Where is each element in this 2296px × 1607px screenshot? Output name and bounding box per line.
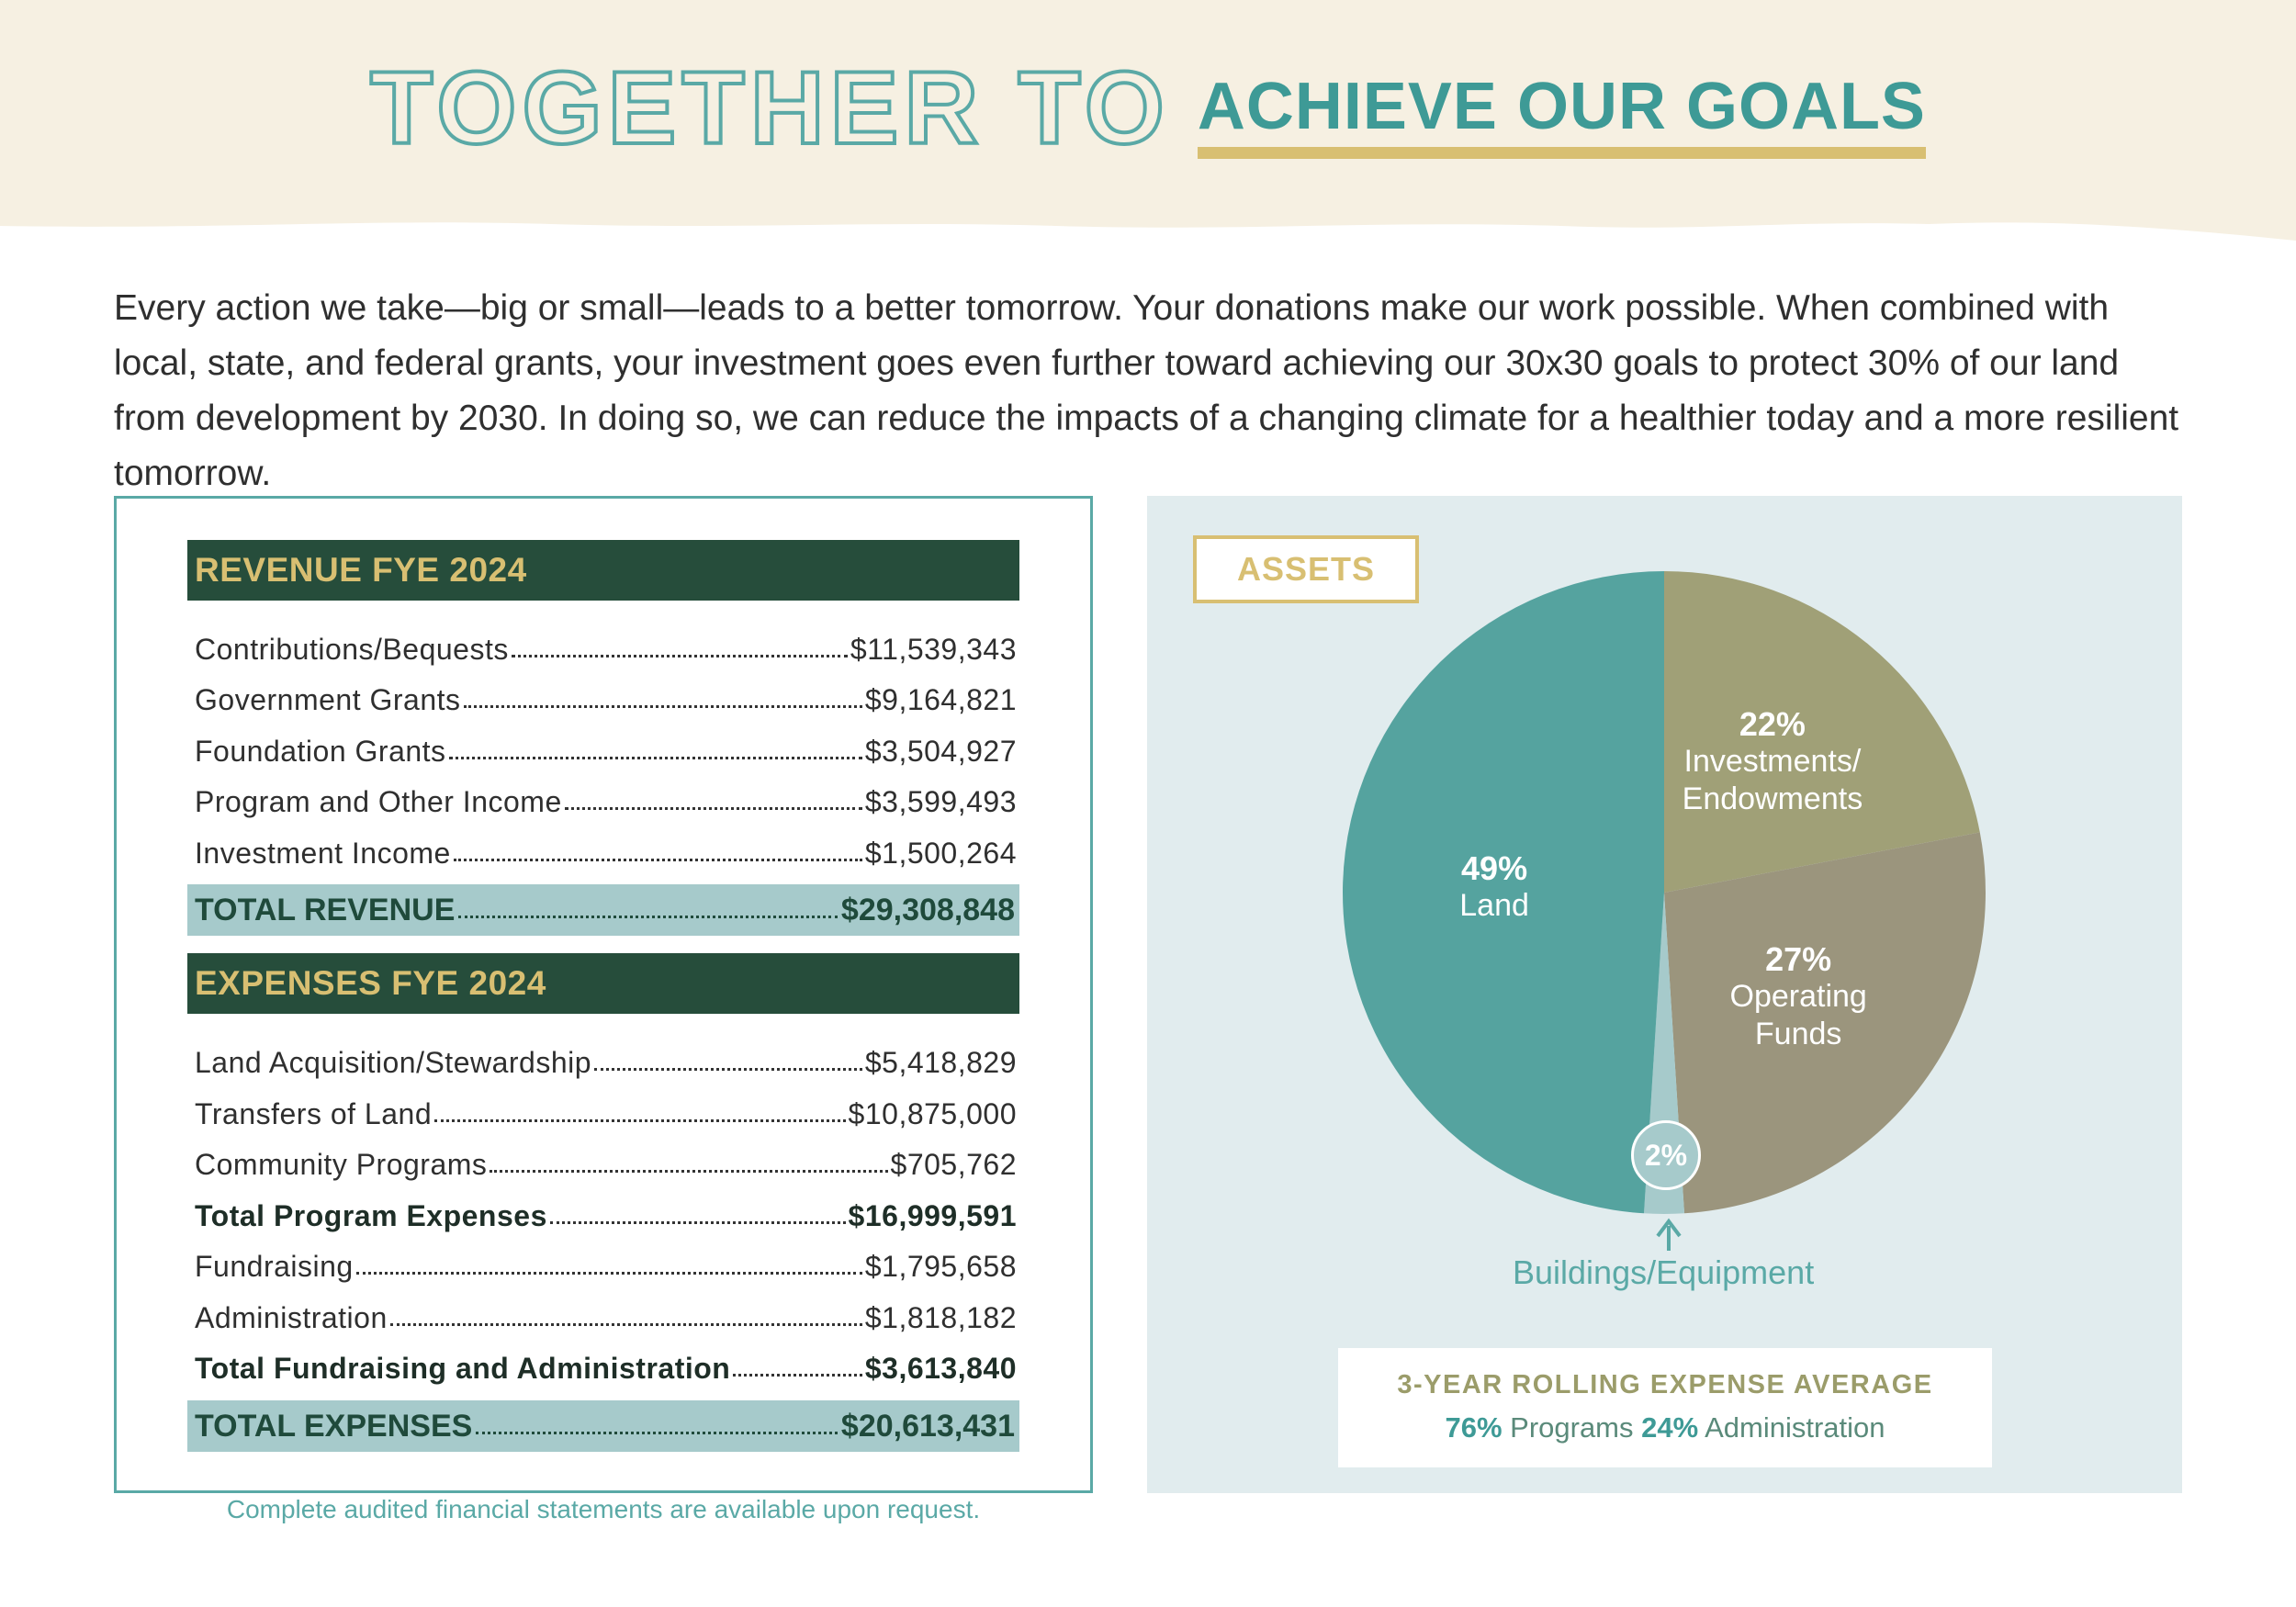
footnote: Complete audited financial statements are available upon request. bbox=[226, 1495, 981, 1523]
rolling-expense-box bbox=[1338, 1348, 1992, 1467]
leader-dots bbox=[390, 1323, 862, 1326]
expense-row-label: Administration bbox=[195, 1301, 388, 1334]
revenue-row bbox=[195, 671, 1017, 717]
revenue-row-value: $3,599,493 bbox=[864, 785, 1017, 818]
rolling-expense-title: 3-YEAR ROLLING EXPENSE AVERAGE bbox=[1397, 1370, 1933, 1399]
programs-label: Programs bbox=[1510, 1411, 1634, 1444]
pie-slice-pct: 49% bbox=[1461, 849, 1528, 888]
expense-row bbox=[195, 1085, 1017, 1131]
admin-pct: 24% bbox=[1641, 1411, 1699, 1444]
buildings-equipment-text: Buildings/Equipment bbox=[1513, 1253, 1815, 1291]
revenue-row-value: $1,500,264 bbox=[864, 837, 1017, 870]
expense-row-label: Fundraising bbox=[195, 1250, 354, 1283]
expense-row-label: Total Fundraising and Administration bbox=[195, 1352, 731, 1385]
leader-dots bbox=[464, 705, 862, 708]
total-revenue-value: $29,308,848 bbox=[840, 892, 1015, 927]
assets-pie-chart bbox=[1147, 496, 2182, 1493]
revenue-row-label: Investment Income bbox=[195, 837, 451, 870]
pie-slice-name: Funds bbox=[1754, 1016, 1842, 1051]
expense-subtotal-row bbox=[195, 1340, 1017, 1386]
expense-row-value: $16,999,591 bbox=[848, 1199, 1017, 1232]
expense-row-value: $5,418,829 bbox=[864, 1046, 1017, 1079]
expense-row-label: Transfers of Land bbox=[195, 1097, 433, 1130]
expense-row-label: Community Programs bbox=[195, 1148, 488, 1181]
revenue-row-label: Program and Other Income bbox=[195, 785, 562, 818]
title-solid-text: ACHIEVE OUR GOALS bbox=[1197, 70, 1926, 143]
page-title bbox=[0, 51, 2296, 165]
total-expenses-label: TOTAL EXPENSES bbox=[195, 1408, 473, 1444]
admin-label: Administration bbox=[1705, 1411, 1885, 1444]
expense-row-value: $3,613,840 bbox=[864, 1352, 1017, 1385]
programs-pct: 76% bbox=[1445, 1411, 1503, 1444]
pie-slice-label bbox=[1459, 849, 1529, 925]
revenue-row-value: $9,164,821 bbox=[864, 683, 1017, 716]
pie-slice-name: Endowments bbox=[1682, 781, 1863, 816]
expense-row bbox=[195, 1034, 1017, 1080]
expense-row-value: $10,875,000 bbox=[848, 1097, 1017, 1130]
intro-paragraph: Every action we take—big or small—leads to a better tomorrow. Your donations make our work possible. When combined with local, state, and federal grants, your investment goes even further toward achieving our 30x30 goals to protect 30% of our land from development by 2030. In doing so, we can reduce the impacts of a changing climate for a healthier today and a more resilient tomorrow. bbox=[114, 288, 2179, 493]
revenue-row bbox=[195, 621, 1017, 667]
leader-dots bbox=[434, 1119, 845, 1122]
expense-row bbox=[195, 1238, 1017, 1284]
leader-dots bbox=[454, 859, 862, 861]
revenue-row-label: Foundation Grants bbox=[195, 735, 446, 768]
expense-row-label: Land Acquisition/Stewardship bbox=[195, 1046, 592, 1079]
revenue-row-value: $11,539,343 bbox=[850, 633, 1017, 666]
leader-dots bbox=[565, 807, 862, 810]
expense-row bbox=[195, 1289, 1017, 1335]
title-outline-text: TOGETHER TO bbox=[370, 51, 1170, 165]
pie-slice-label bbox=[1683, 705, 1863, 818]
leader-dots bbox=[733, 1374, 862, 1377]
total-expenses-bar bbox=[187, 1400, 1019, 1452]
revenue-row bbox=[195, 723, 1017, 769]
leader-dots bbox=[512, 655, 848, 657]
pie-slice-pct: 22% bbox=[1739, 704, 1806, 743]
leader-dots bbox=[458, 916, 838, 918]
total-revenue-label: TOTAL REVENUE bbox=[195, 892, 456, 927]
buildings-pct-badge: 2% bbox=[1631, 1120, 1701, 1190]
leader-dots bbox=[490, 1170, 887, 1173]
expense-row-value: $1,795,658 bbox=[864, 1250, 1017, 1283]
expense-row-value: $1,818,182 bbox=[864, 1301, 1017, 1334]
assets-panel bbox=[1147, 496, 2182, 1493]
expense-row bbox=[195, 1136, 1017, 1182]
rolling-expense-breakdown bbox=[1338, 1411, 1992, 1444]
revenue-row-value: $3,504,927 bbox=[864, 735, 1017, 768]
expense-subtotal-row bbox=[195, 1187, 1017, 1233]
pie-slice-pct: 27% bbox=[1765, 939, 1832, 978]
assets-label: ASSETS bbox=[1193, 535, 1419, 603]
revenue-row-label: Government Grants bbox=[195, 683, 461, 716]
financial-panel bbox=[114, 496, 1093, 1493]
leader-dots bbox=[594, 1068, 862, 1071]
leader-dots bbox=[476, 1432, 838, 1434]
total-revenue-bar bbox=[187, 884, 1019, 936]
leader-dots bbox=[356, 1272, 862, 1275]
pie-slice-name: Investments/ bbox=[1683, 743, 1862, 779]
revenue-heading: REVENUE FYE 2024 bbox=[187, 540, 1019, 601]
title-solid-group bbox=[1197, 70, 1926, 159]
revenue-row bbox=[195, 825, 1017, 871]
revenue-row-label: Contributions/Bequests bbox=[195, 633, 509, 666]
leader-dots bbox=[449, 757, 862, 759]
title-underline bbox=[1198, 147, 1926, 159]
revenue-row bbox=[195, 773, 1017, 819]
expense-row-label: Total Program Expenses bbox=[195, 1199, 547, 1232]
expenses-heading: EXPENSES FYE 2024 bbox=[187, 953, 1019, 1014]
pie-slice-label bbox=[1730, 940, 1867, 1053]
total-expenses-value: $20,613,431 bbox=[840, 1408, 1015, 1444]
pie-slice-name: Land bbox=[1459, 888, 1529, 924]
leader-dots bbox=[550, 1221, 846, 1224]
expense-row-value: $705,762 bbox=[890, 1148, 1017, 1181]
pie-slice-name: Operating bbox=[1729, 978, 1867, 1014]
